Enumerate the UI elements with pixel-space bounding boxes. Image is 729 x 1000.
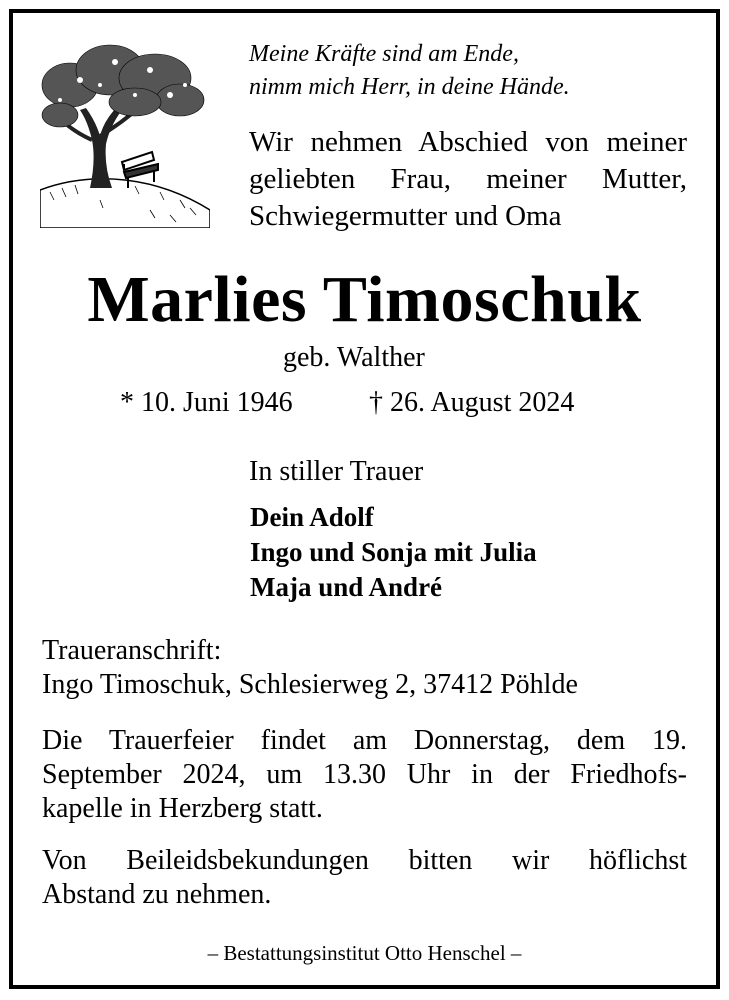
motto-verse [249,38,570,104]
mourner-name: Ingo und Sonja mit Julia [250,537,537,567]
address-label: Traueranschrift: [42,635,222,666]
mourning-address [42,634,687,702]
mourner-name: Maja und André [250,572,443,602]
intro-line: geliebten Frau, meiner Mutter, [249,163,687,195]
intro-line: Wir nehmen Abschied von meiner [249,126,687,158]
motto-line: Meine Kräfte sind am Ende, [249,41,519,67]
birth-date: * 10. Juni 1946 [120,387,293,418]
mourner-name: Dein Adolf [250,502,374,532]
ceremony-line: September 2024, um 13.30 Uhr in der Friedhofs- [42,759,687,790]
deceased-name: Marlies Timoschuk [87,263,642,336]
condolence-notice [42,844,687,912]
mourning-heading: In stiller Trauer [249,456,424,487]
tree-with-bench-icon [40,40,210,228]
funeral-home: – Bestattungsinstitut Otto Henschel – [207,941,522,965]
ceremony-notice [42,724,687,826]
condolence-line: Abstand zu nehmen. [42,879,272,910]
mourners-list [250,500,537,605]
maiden-name: geb. Walther [283,342,425,373]
address-value: Ingo Timoschuk, Schlesierweg 2, 37412 Pöhlde [42,669,578,700]
intro-line: Schwiegermutter und Oma [249,200,562,232]
ceremony-line: Die Trauerfeier findet am Donnerstag, dem 19. [42,725,687,756]
condolence-line: Von Beileidsbekundungen bitten wir höflichst [42,845,687,876]
motto-line: nimm mich Herr, in deine Hände. [249,74,570,100]
death-date: † 26. August 2024 [369,387,575,418]
ceremony-line: kapelle in Herzberg statt. [42,793,323,824]
intro-text [249,124,687,235]
